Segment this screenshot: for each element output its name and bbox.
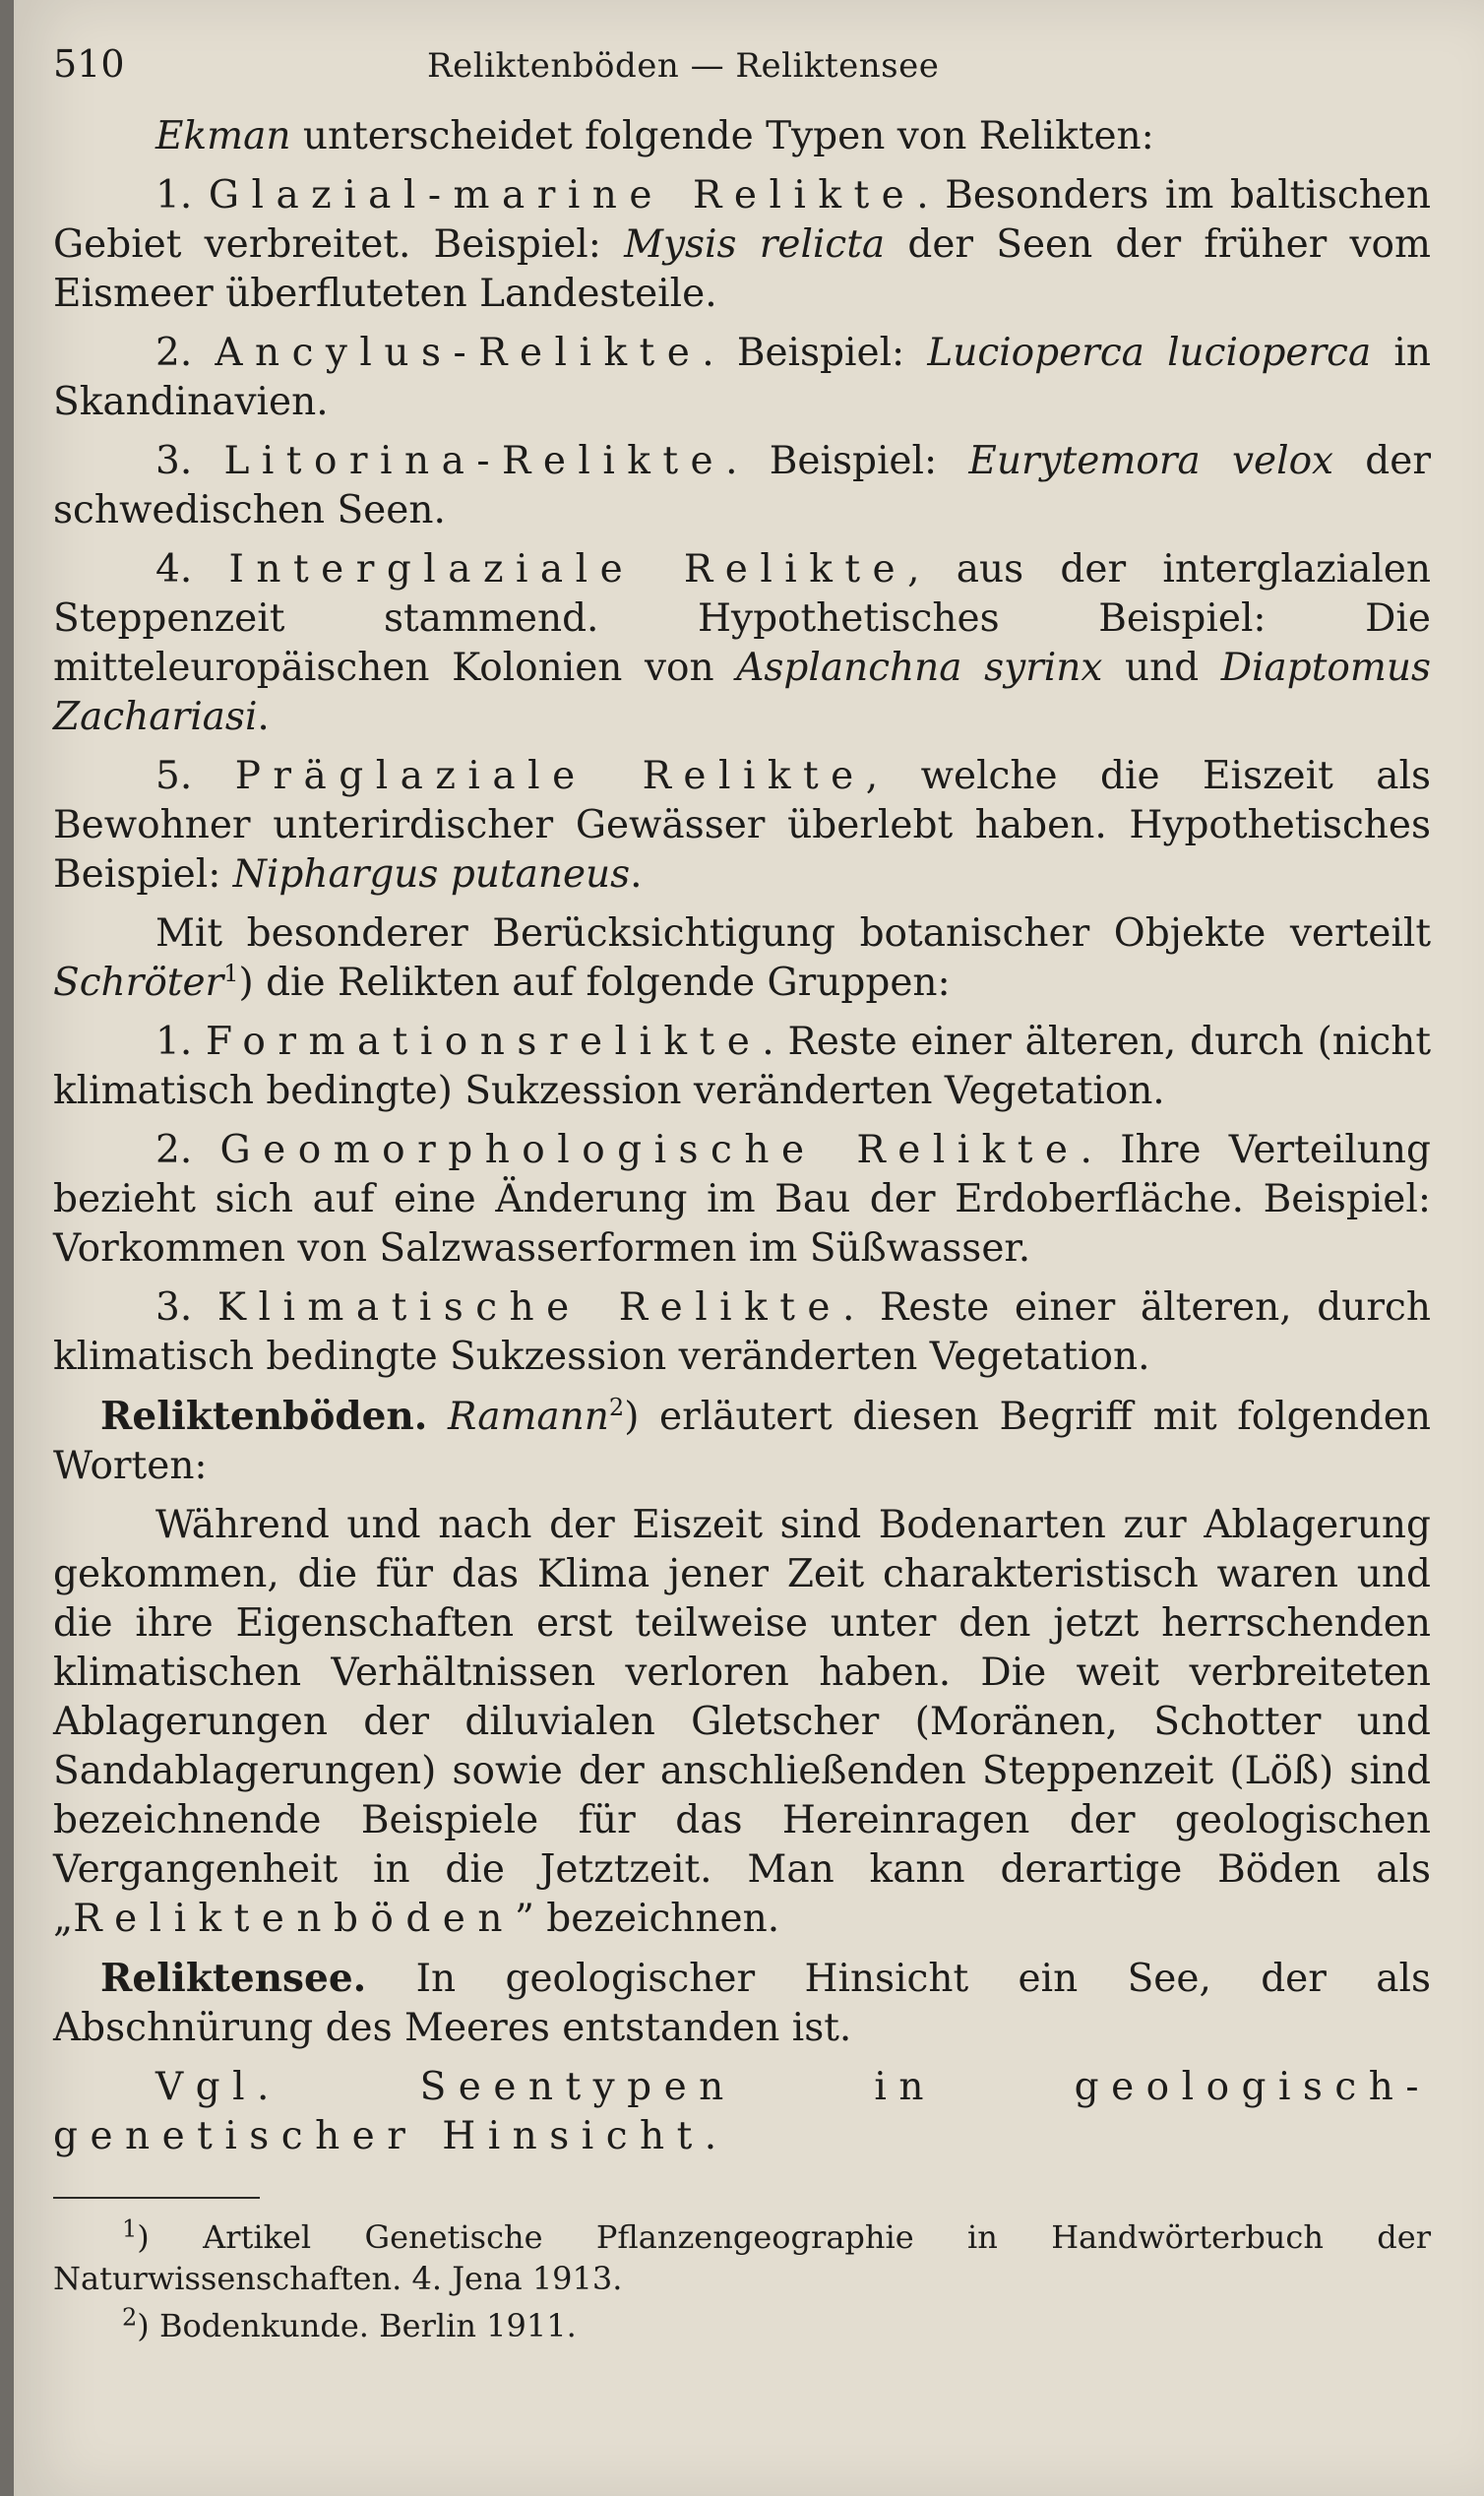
item-text: . Reste einer älteren, durch klimatisch bedingte Sukzession veränderten Vegetation. <box>53 1285 1431 1379</box>
item-number: 3. <box>155 439 224 483</box>
item-text: in Skandinavien. <box>53 331 1431 424</box>
ekman-item-3 <box>53 437 1431 535</box>
item-term: Formationsrelikte <box>206 1020 763 1064</box>
schroeter-item-1 <box>53 1018 1431 1116</box>
species-name: Eurytemora velox <box>968 439 1334 483</box>
species-name: Diaptomus Zachariasi <box>53 646 1431 739</box>
author-ramann: Ramann <box>447 1395 609 1439</box>
intro-text: ) die Relikten auf folgende Gruppen: <box>238 961 951 1005</box>
item-text: . Beispiel: <box>725 439 969 483</box>
item-term: Glazial-marine Relikte <box>208 173 917 218</box>
item-text: der schwedischen Seen. <box>53 439 1431 532</box>
item-term: Klimatische Relikte <box>216 1285 842 1330</box>
ekman-item-4 <box>53 545 1431 742</box>
reliktensee-entry <box>53 1954 1431 2053</box>
item-text: und <box>1102 646 1221 690</box>
item-number: 5. <box>155 754 235 798</box>
footnote-text: ) Bodenkunde. Berlin 1911. <box>137 2307 577 2344</box>
ekman-intro <box>53 112 1431 161</box>
species-name: Niphargus putaneus <box>232 852 631 897</box>
cross-reference: Vgl. Seentypen in geologisch-genetischer Hinsicht. <box>53 2065 1431 2158</box>
page-text <box>53 39 1431 2352</box>
footnote-rule <box>53 2197 260 2199</box>
entry-text: In geologischer Hinsicht ein See, der als Abschnürung des Meeres entstanden ist. <box>53 1957 1431 2050</box>
item-number: 2. <box>155 331 216 375</box>
quote-text: ” bezeichnen. <box>514 1897 780 1941</box>
item-text: der Seen der früher vom Eismeer überfluteten Landesteile. <box>53 222 1431 316</box>
species-name: Asplanchna syrinx <box>736 646 1103 690</box>
item-text: . <box>257 695 270 739</box>
footnote-mark: 1 <box>122 2215 138 2243</box>
item-text: , welche die Eiszeit als Bewohner unterirdischer Gewässer überlebt haben. Hypothetisches Beispiel: <box>53 754 1432 897</box>
footnote-1 <box>53 2216 1431 2299</box>
ekman-item-1 <box>53 171 1431 319</box>
item-number: 3. <box>155 1285 217 1330</box>
ekman-item-5 <box>53 752 1431 900</box>
item-text: . Ihre Verteilung bezieht sich auf eine Änderung im Bau der Erdoberfläche. Beispiel: Vorkommen von Salzwasserformen im Süßwasser. <box>53 1128 1431 1271</box>
schroeter-item-3 <box>53 1283 1431 1382</box>
page-number: 510 <box>53 42 125 86</box>
schroeter-item-2 <box>53 1126 1431 1274</box>
quote-text: Während und nach der Eiszeit sind Bodenarten zur Ablagerung gekommen, die für das Klima jener Zeit charakteristisch waren und die ihre Eigenschaften erst teilweise unter den jetzt herrschenden klimatischen Verhältnissen verloren haben. Die weit verbreiteten Ablagerungen der diluvialen Gletscher (Moränen, Schotter und Sandablagerungen) sowie der anschließenden Steppenzeit (Löß) sind bezeichnende Beispiele für das Hereinragen der geologischen Vergangenheit in die Jetztzeit. Man kann derartige Böden als „ <box>53 1503 1431 1941</box>
species-name: Mysis relicta <box>624 222 886 267</box>
item-number: 1. <box>155 173 209 218</box>
quote-term: Reliktenböden <box>73 1897 515 1941</box>
footnote-text: ) Artikel Genetische Pflanzengeographie in Handwörterbuch der Naturwissenschaften. 4. Jena 1913. <box>53 2218 1431 2297</box>
reliktenboeden-entry <box>53 1392 1431 1491</box>
author-schroeter: Schröter <box>53 961 224 1005</box>
item-term: Interglaziale Relikte <box>228 547 908 592</box>
book-page <box>14 0 1484 2496</box>
item-text: . <box>630 852 643 897</box>
schroeter-intro <box>53 909 1431 1008</box>
entry-heading: Reliktenböden. <box>100 1394 428 1439</box>
footnote-mark: 2 <box>122 2303 138 2332</box>
item-number: 1. <box>155 1020 206 1064</box>
page-header <box>53 39 1431 91</box>
footnote-ref: 1 <box>223 960 239 987</box>
footnote-ref: 2 <box>608 1394 625 1421</box>
item-text: . Reste einer älteren, durch (nicht klimatisch bedingte) Sukzession veränderten Vegetation. <box>53 1020 1432 1113</box>
item-number: 2. <box>155 1128 220 1172</box>
item-term: Ancylus-Relikte <box>215 331 703 375</box>
intro-text: unterscheidet folgende Typen von Relikten: <box>290 114 1154 158</box>
species-name: Lucioperca lucioperca <box>927 331 1372 375</box>
running-head: Reliktenböden — Reliktensee <box>427 46 940 86</box>
item-term: Präglaziale Relikte <box>234 754 866 798</box>
footnote-2 <box>53 2305 1431 2346</box>
item-term: Litorina-Relikte <box>223 439 726 483</box>
entry-text: ) erläutert diesen Begriff mit folgenden Worten: <box>53 1395 1431 1488</box>
ekman-item-2 <box>53 329 1431 427</box>
item-text: . Beispiel: <box>702 331 928 375</box>
item-text: , aus der interglazialen Steppenzeit stammend. Hypothetisches Beispiel: Die mitteleuropäischen Kolonien von <box>53 547 1432 690</box>
entry-heading: Reliktensee. <box>100 1956 367 2001</box>
item-term: Geomorphologische Relikte <box>219 1128 1081 1172</box>
author-ekman: Ekman <box>155 114 291 158</box>
reliktenboeden-quote <box>53 1501 1431 1944</box>
intro-text: Mit besonderer Berücksichtigung botanischer Objekte verteilt <box>155 911 1431 956</box>
item-number: 4. <box>155 547 229 592</box>
item-text: . Besonders im baltischen Gebiet verbreitet. Beispiel: <box>53 173 1432 267</box>
